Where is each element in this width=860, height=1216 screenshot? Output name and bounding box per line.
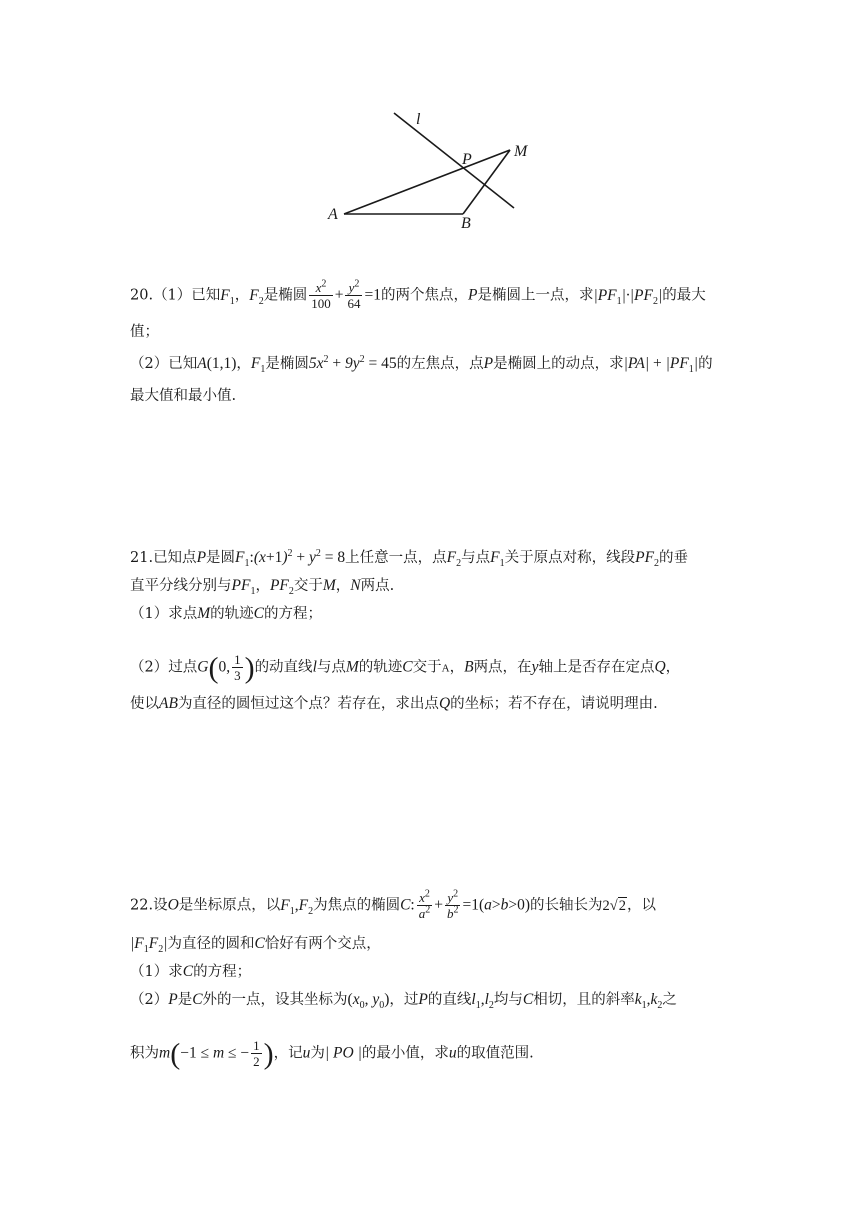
label-a: A bbox=[328, 206, 338, 223]
fraction: $\frac{x^2}{a^2}$ bbox=[418, 888, 431, 921]
fraction: $\frac{y^2}{b^2}$ bbox=[446, 888, 459, 921]
label-p: P bbox=[462, 151, 472, 168]
q21-line-1: 21.已知点P是圆$F_1:(x+1)^2 + y^2 = 8$上任意一点，点$F_2$与点$F_1$关于原点对称，线段$PF_2$的垂 bbox=[130, 547, 689, 570]
fraction: $\frac{y^2}{64}$ bbox=[347, 278, 361, 311]
q20-line-2: 值； bbox=[130, 324, 159, 340]
q21-line-4: （2）过点G(0, $\frac{1}{3}$ )的动直线l与点M的轨迹C交于A，B两点，在y轴上是否存在定点Q， bbox=[130, 651, 681, 685]
geometry-figure bbox=[320, 100, 550, 240]
q21-number: 21. bbox=[130, 550, 154, 566]
q22-line-3: （1）求C的方程； bbox=[130, 963, 252, 980]
label-m: M bbox=[514, 143, 528, 160]
q22-line-2: $|F_1F_2|$为直径的圆和C恰好有两个交点， bbox=[130, 935, 381, 956]
q22-number: 22. bbox=[130, 897, 154, 914]
label-b: B bbox=[461, 215, 471, 232]
fraction: $\frac{1}{3}$ bbox=[234, 652, 241, 683]
q20-line-1: 20.（1）已知$F_1$，$F_2$是椭圆 $\frac{x^2}{100}$ + $\frac{y^2}{64}$ =1的两个焦点，P是椭圆上一点，求$|PF_1|\cdot|PF_2|$的最大 bbox=[130, 278, 706, 311]
q21-line-3: （1）求点M的轨迹C的方程； bbox=[130, 605, 322, 622]
fraction: $\frac{x^2}{100}$ bbox=[311, 278, 331, 311]
fraction: $\frac{1}{2}$ bbox=[253, 1038, 260, 1069]
q22-line-1: 22.设O是坐标原点，以$F_1,F_2$为焦点的椭圆C: $\frac{x^2}{a^2}$ + $\frac{y^2}{b^2}$ =1(a>b>0)的长轴长为2√2，以 bbox=[130, 888, 657, 921]
q21-line-5: 使以AB为直径的圆恒过这个点？若存在，求出点Q的坐标；若不存在，请说明理由. bbox=[130, 695, 658, 712]
q22-line-5: 积为m(−1 ≤ m ≤ − $\frac{1}{2}$ )，记u为| PO |的最小值，求u的取值范围. bbox=[130, 1037, 534, 1071]
q20-line-4: 最大值和最小值. bbox=[130, 388, 237, 404]
q20-number: 20. bbox=[130, 287, 154, 304]
figure-svg bbox=[320, 100, 550, 240]
q21-line-2: 直平分线分别与$PF_1$，$PF_2$交于M，N两点. bbox=[130, 577, 395, 598]
segment-am bbox=[344, 150, 510, 214]
q22-line-4: （2）P是C外的一点，设其坐标为($x_0$, $y_0$)，过P的直线$l_1,l_2$均与C相切，且的斜率$k_1,k_2$之 bbox=[130, 991, 677, 1012]
q20-line-3: （2）已知A(1,1)，$F_1$是椭圆$5x^2 + 9y^2 = 45$的左焦点，点P是椭圆上的动点，求$|PA| + |PF_1|$的 bbox=[130, 353, 713, 376]
label-l: l bbox=[416, 111, 421, 128]
line-l bbox=[394, 113, 514, 208]
